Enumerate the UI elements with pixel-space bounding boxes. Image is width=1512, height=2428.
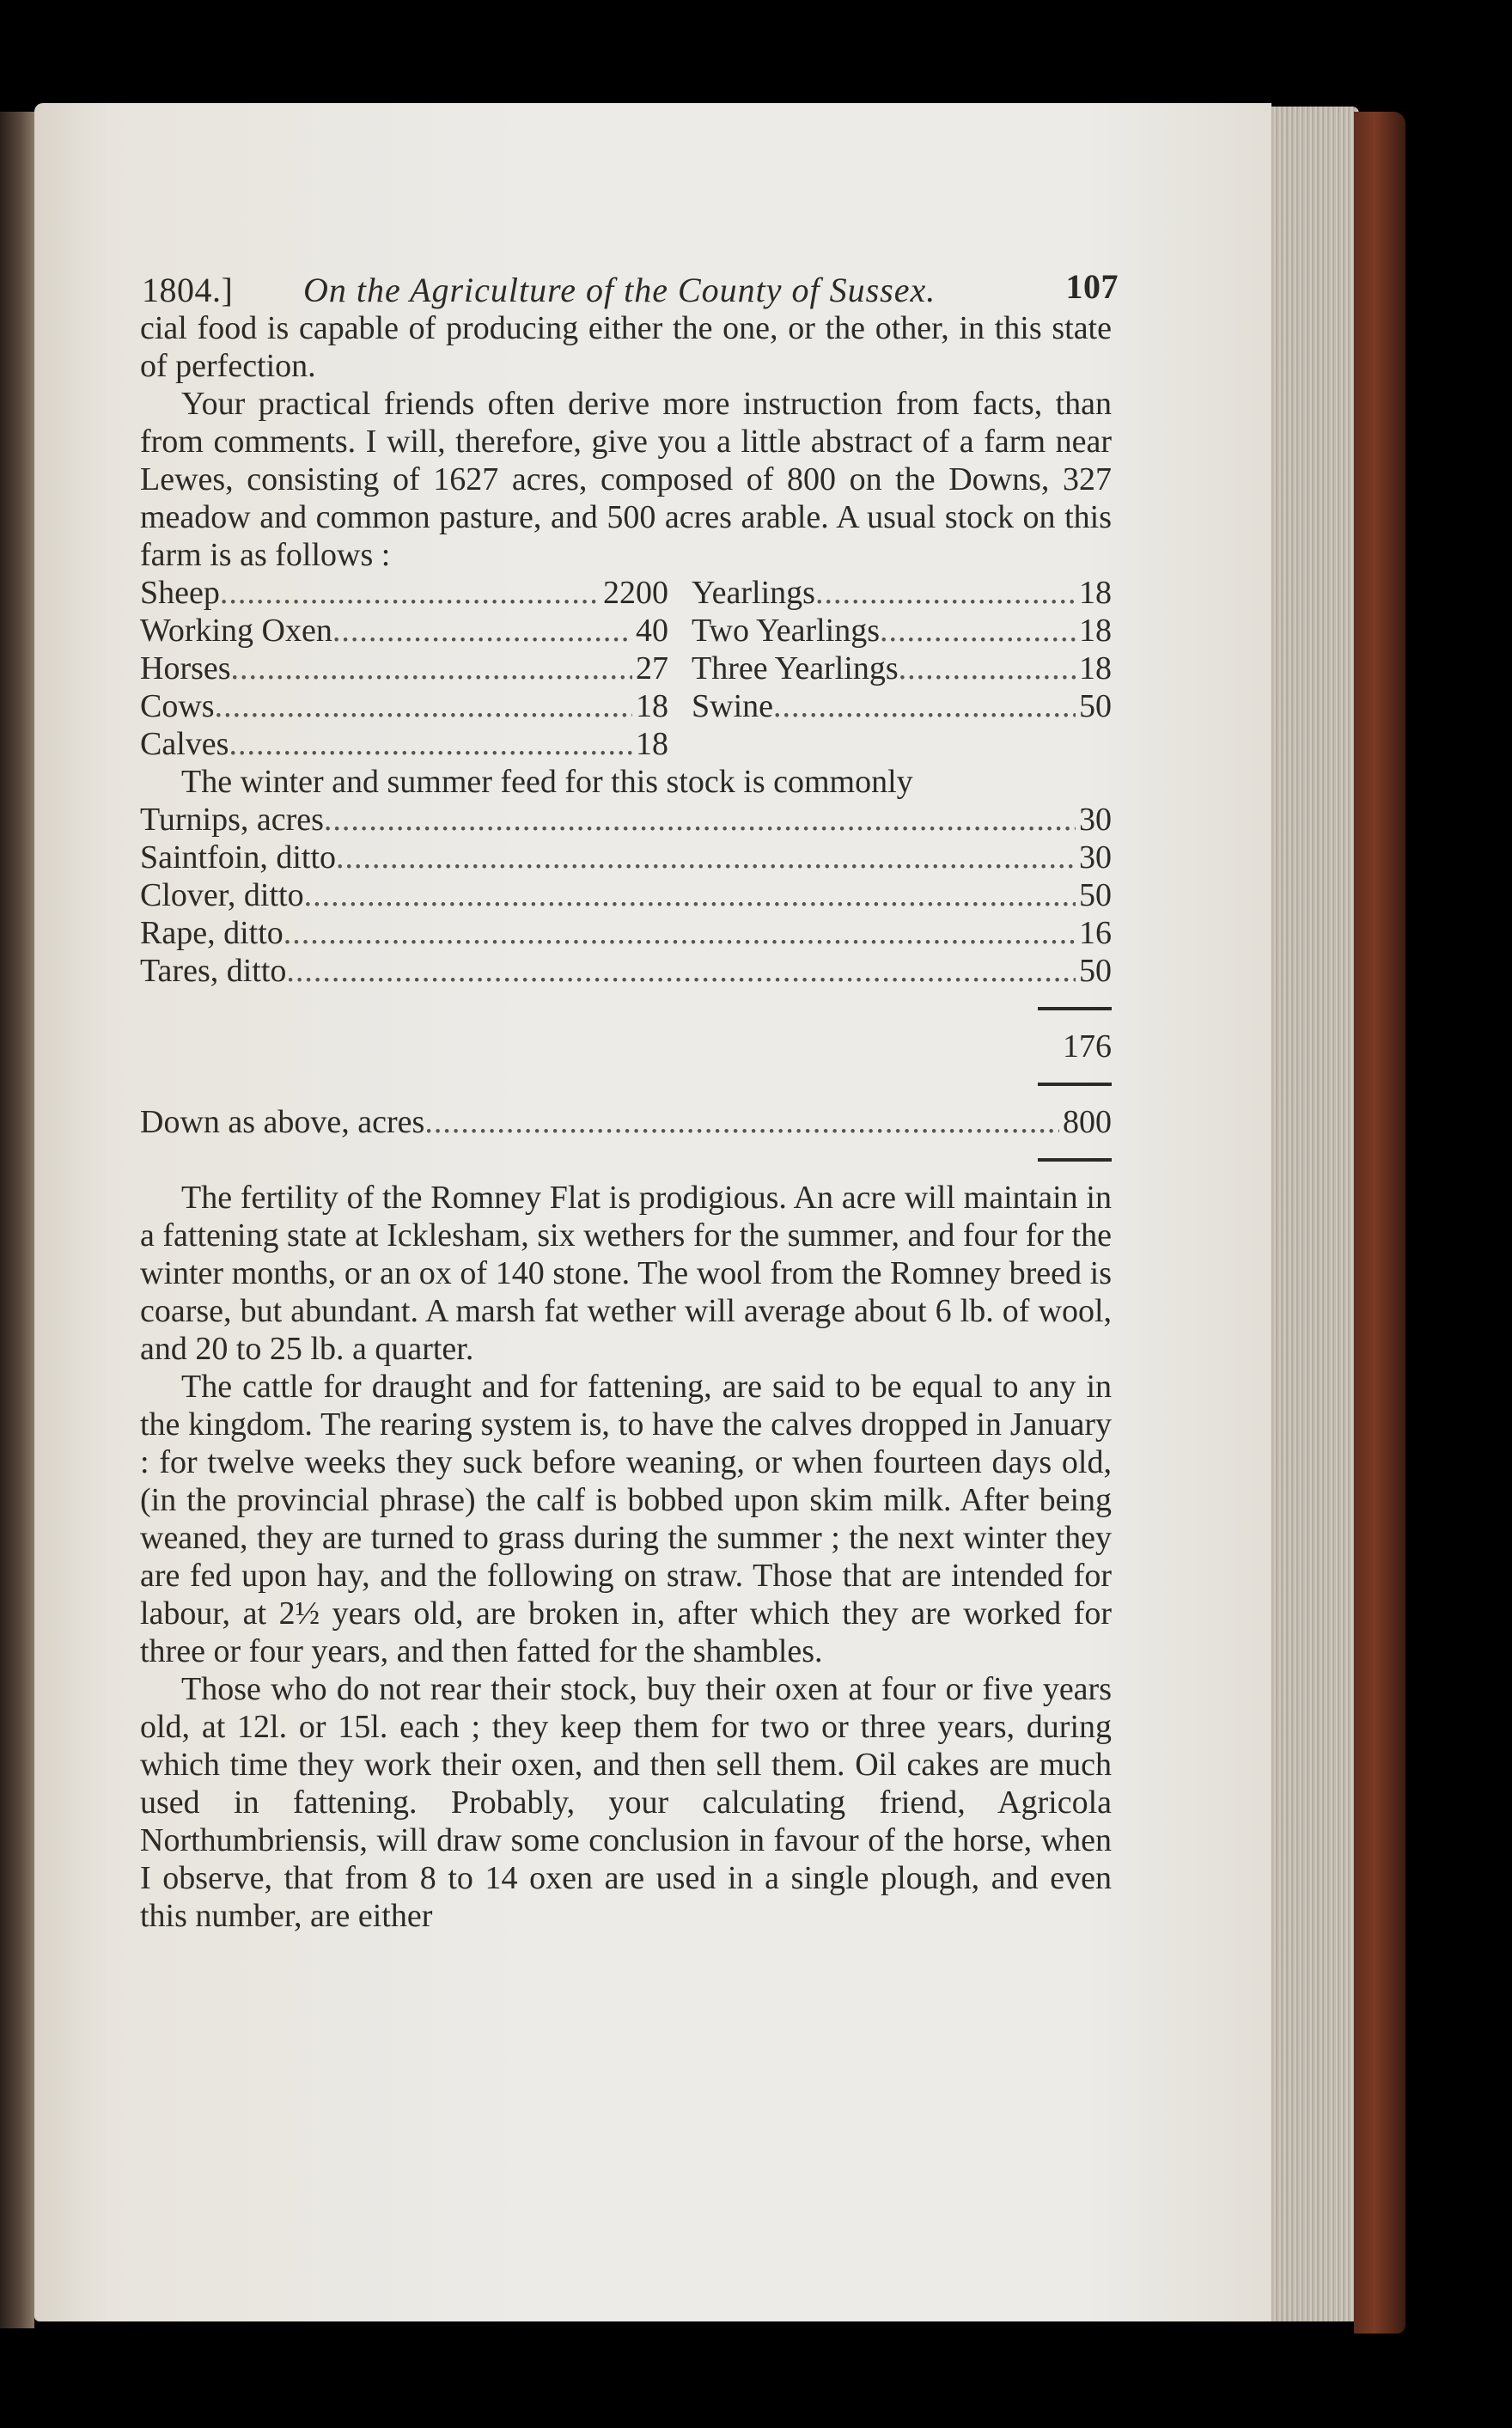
page-number: 107 [1065, 267, 1119, 306]
stock-list-left [140, 574, 668, 763]
paragraph-oxen: Those who do not rear their stock, buy their oxen at four or five years old, at 12l. or 15l. each ; they keep them for two or three years, during which time they work their oxen, and then sell them. Oil cakes are much used in fattening. Probably, your calculating friend, Agricola Northumbriensis, will draw some conclusion in favour of the horse, when I observe, that from 8 to 14 oxen are used in a single plough, and even this number, are either [140, 1671, 1112, 1934]
stock-row: Swine ..... 50 [692, 687, 1112, 725]
feed-row: Turnips, acres ..... 30 [140, 801, 1112, 839]
sum-rule [140, 990, 1112, 1028]
feed-row: Clover, ditto ..... 50 [140, 876, 1112, 914]
sum-rule [140, 1065, 1112, 1103]
stock-row: Two Yearlings ..... 18 [692, 612, 1112, 650]
running-header [140, 258, 1119, 309]
stock-row: Working Oxen ..... 40 [140, 612, 668, 650]
page-text [140, 258, 1119, 1935]
stock-row: Sheep ..... 2200 [140, 574, 668, 612]
stock-list-right [692, 574, 1112, 725]
stock-row: Cows ..... 18 [140, 687, 668, 725]
feed-intro: The winter and summer feed for this stock is commonly [181, 764, 913, 800]
book-spine-left [0, 112, 34, 2328]
book-cover-board [1354, 112, 1405, 2333]
stock-row: Three Yearlings ..... 18 [692, 650, 1112, 687]
stock-row: Calves ..... 18 [140, 725, 668, 763]
paragraph-continuation: cial food is capable of producing either the one, or the other, in this state of perfection. [140, 310, 1112, 384]
paragraph-romney: The fertility of the Romney Flat is prodigious. An acre will maintain in a fattening state at Icklesham, six wethers for the summer, and four for the winter months, or an ox of 140 stone. The wool from the Romney breed is coarse, but abundant. A marsh fat wether will average about 6 lb. of wool, and 20 to 25 lb. a quarter. [140, 1180, 1112, 1367]
stock-row: Yearlings ..... 18 [692, 574, 1112, 612]
header-year: 1804.] [142, 271, 234, 309]
page-fore-edge [1263, 107, 1359, 2321]
down-row: Down as above, acres ..... 800 [140, 1103, 1112, 1141]
feed-row: Rape, ditto ..... 16 [140, 914, 1112, 952]
sum-rule [140, 1141, 1112, 1179]
down-list [140, 1103, 1112, 1141]
header-title: On the Agriculture of the County of Sussex. [303, 271, 936, 309]
feed-list [140, 801, 1112, 990]
stock-list [140, 574, 1112, 763]
feed-row: Tares, ditto ..... 50 [140, 952, 1112, 990]
paragraph-cattle: The cattle for draught and for fattening, are said to be equal to any in the kingdom. The rearing system is, to have the calves dropped in January : for twelve weeks they suck before weaning, or when fourteen days old, (in the provincial phrase) the calf is bobbed upon skim milk. After being weaned, they are turned to grass during the summer ; the next winter they are fed upon hay, and the following on straw. Those that are intended for labour, at 2½ years old, are broken in, after which they are worked for three or four years, and then fatted for the shambles. [140, 1369, 1112, 1669]
stock-row: Horses ..... 27 [140, 650, 668, 687]
paragraph-farm-abstract: Your practical friends often derive more instruction from facts, than from comments. I will, therefore, give you a little abstract of a farm near Lewes, consisting of 1627 acres, composed of 800 on the Downs, 327 meadow and common pasture, and 500 acres arable. A usual stock on this farm is as follows : [140, 386, 1112, 573]
feed-row: Saintfoin, ditto ..... 30 [140, 839, 1112, 876]
feed-total: 176 [1063, 1028, 1112, 1065]
